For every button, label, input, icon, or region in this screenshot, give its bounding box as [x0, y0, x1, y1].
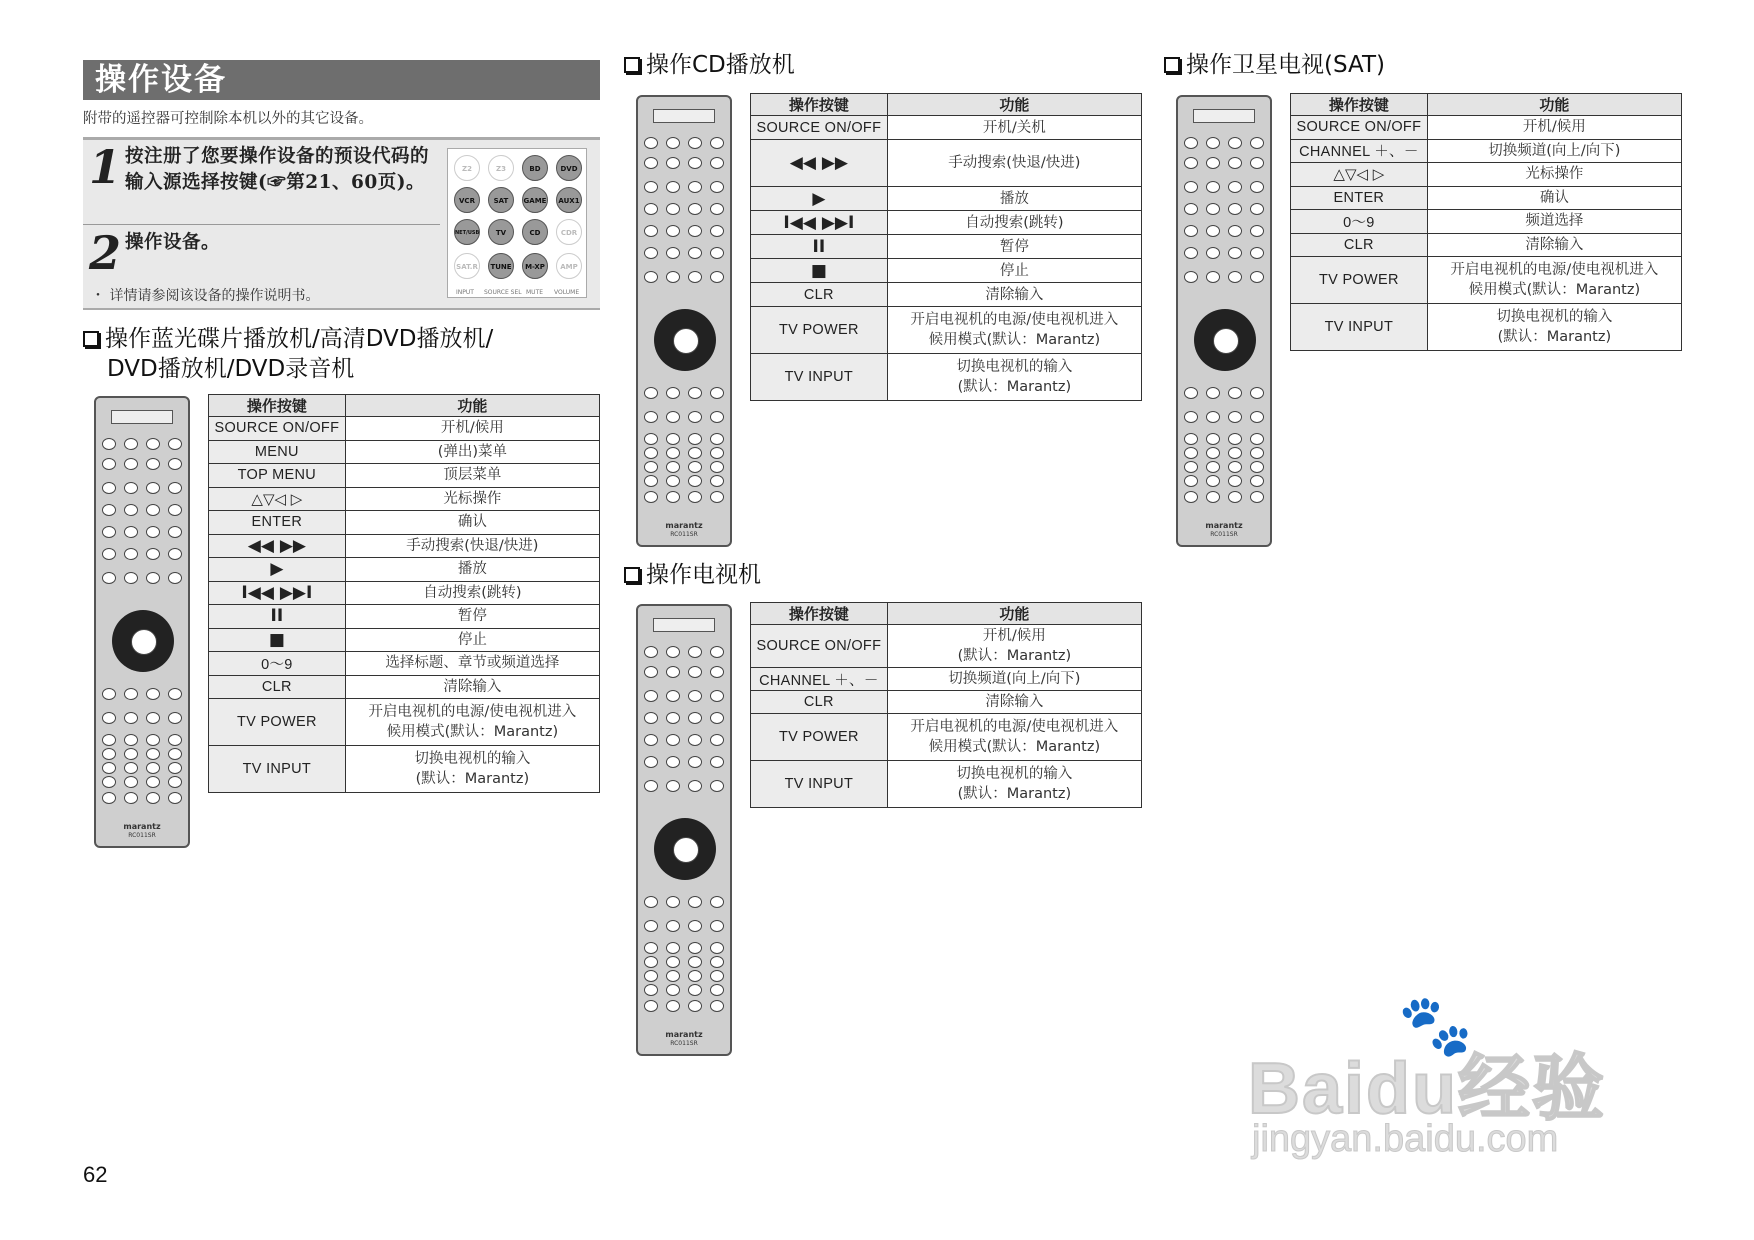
keypad-button: NET/USB	[454, 219, 480, 245]
sat-function-table	[1290, 93, 1682, 351]
keypad-button: Z2	[454, 155, 480, 181]
remote-dpad	[654, 818, 716, 880]
remote-brand: marantz	[123, 822, 161, 831]
remote-display	[653, 618, 715, 632]
table-row: ■ 停止	[751, 259, 1142, 283]
keypad-button: GAME	[522, 187, 548, 213]
table-row: I◀◀ ▶▶I 自动搜索(跳转)	[751, 211, 1142, 235]
keypad-button: SAT	[488, 187, 514, 213]
step-divider	[83, 224, 440, 225]
keypad-label: MUTE	[526, 289, 544, 296]
table-row: ◀◀ ▶▶ 手动搜索(快退/快进)	[209, 534, 600, 558]
table-row: 0～9 选择标题、章节或频道选择	[209, 652, 600, 676]
step-1-number: 1	[89, 140, 122, 194]
keypad-button: VCR	[454, 187, 480, 213]
keypad-label: INPUT	[456, 289, 474, 296]
table-row: SOURCE ON/OFF 开机/候用	[209, 417, 600, 441]
keypad-button: CDR	[556, 219, 582, 245]
keypad-button: CD	[522, 219, 548, 245]
steps-panel	[83, 137, 600, 310]
page-number: 62	[83, 1162, 108, 1187]
table-row: 0～9 频道选择	[1291, 210, 1682, 234]
table-row: CHANNEL ＋、－ 切换频道(向上/向下)	[1291, 139, 1682, 163]
column-header-function: 功能	[345, 395, 599, 417]
remote-model: RC011SR	[670, 1040, 698, 1047]
remote-dpad	[654, 309, 716, 371]
column-header-function: 功能	[887, 603, 1141, 625]
keypad-label: SOURCE SEL	[484, 289, 522, 296]
section-checkbox-icon	[83, 331, 99, 347]
section-title-sat: 操作卫星电视(SAT)	[1164, 50, 1385, 80]
section-title-tv: 操作电视机	[624, 560, 761, 590]
section-title-bd-line2: DVD播放机/DVD录音机	[107, 356, 355, 382]
step-2-number: 2	[89, 226, 122, 280]
column-header-key: 操作按键	[209, 395, 346, 417]
table-row: SOURCE ON/OFF 开机/关机	[751, 116, 1142, 140]
keypad-label: VOLUME	[554, 289, 580, 296]
table-row: TV INPUT 切换电视机的输入 (默认：Marantz)	[751, 761, 1142, 808]
remote-brand: marantz	[665, 521, 703, 530]
table-row: II 暂停	[209, 605, 600, 629]
table-row: ◀◀ ▶▶ 手动搜索(快退/快进)	[751, 140, 1142, 187]
keypad-button: TUNE	[488, 253, 514, 279]
table-row: ▶ 播放	[751, 187, 1142, 211]
column-header-function: 功能	[1427, 94, 1681, 116]
watermark-brand: Baidu经验	[1248, 1049, 1607, 1129]
section-checkbox-icon	[1164, 57, 1180, 73]
step-2-text: 操作设备。	[125, 232, 221, 253]
keypad-button: DVD	[556, 155, 582, 181]
remote-display	[1193, 109, 1255, 123]
section-checkbox-icon	[624, 567, 640, 583]
remote-control-illustration	[636, 604, 732, 1056]
baidu-watermark	[1248, 990, 1668, 1170]
table-row: TV POWER 开启电视机的电源/使电视机进入 候用模式(默认：Marantz)	[751, 714, 1142, 761]
tv-function-table	[750, 602, 1142, 808]
step-note: ・ 详情请参阅该设备的操作说明书。	[91, 288, 320, 304]
table-row: I◀◀ ▶▶I 自动搜索(跳转)	[209, 581, 600, 605]
remote-display	[653, 109, 715, 123]
table-row: △▽◁ ▷ 光标操作	[209, 487, 600, 511]
input-keypad-illustration	[447, 148, 587, 298]
table-row: TV INPUT 切换电视机的输入 (默认：Marantz)	[751, 354, 1142, 401]
section-checkbox-icon	[624, 57, 640, 73]
column-header-function: 功能	[887, 94, 1141, 116]
remote-brand: marantz	[665, 1030, 703, 1039]
remote-model: RC011SR	[670, 531, 698, 538]
keypad-button: Z3	[488, 155, 514, 181]
table-row: CLR 清除输入	[1291, 233, 1682, 257]
table-row: TV POWER 开启电视机的电源/使电视机进入 候用模式(默认：Marantz)	[1291, 257, 1682, 304]
section-title-cd: 操作CD播放机	[624, 50, 795, 80]
keypad-button: BD	[522, 155, 548, 181]
keypad-button: TV	[488, 219, 514, 245]
table-row: CLR 清除输入	[751, 283, 1142, 307]
table-row: CLR 清除输入	[209, 675, 600, 699]
table-row: CLR 清除输入	[751, 691, 1142, 714]
remote-brand: marantz	[1205, 521, 1243, 530]
table-row: MENU (弹出)菜单	[209, 440, 600, 464]
table-row: ENTER 确认	[209, 511, 600, 535]
remote-display	[111, 410, 173, 424]
table-row: ENTER 确认	[1291, 186, 1682, 210]
keypad-button: SAT.R	[454, 253, 480, 279]
column-header-key: 操作按键	[1291, 94, 1428, 116]
remote-dpad	[1194, 309, 1256, 371]
step-1-text: 按注册了您要操作设备的预设代码的输入源选择按键(☞第21、60页)。	[125, 146, 430, 193]
table-row: TV POWER 开启电视机的电源/使电视机进入 候用模式(默认：Marantz)	[209, 699, 600, 746]
table-row: TOP MENU 顶层菜单	[209, 464, 600, 488]
bd-function-table	[208, 394, 600, 793]
cd-function-table	[750, 93, 1142, 401]
table-row: CHANNEL ＋、－ 切换频道(向上/向下)	[751, 668, 1142, 691]
remote-control-illustration	[1176, 95, 1272, 547]
remote-dpad	[112, 610, 174, 672]
page-title: 操作设备	[83, 60, 600, 100]
table-row: SOURCE ON/OFF 开机/候用 (默认：Marantz)	[751, 625, 1142, 668]
remote-model: RC011SR	[128, 832, 156, 839]
remote-model: RC011SR	[1210, 531, 1238, 538]
table-row: ▶ 播放	[209, 558, 600, 582]
table-row: △▽◁ ▷ 光标操作	[1291, 163, 1682, 187]
table-row: ■ 停止	[209, 628, 600, 652]
page-subtitle: 附带的遥控器可控制除本机以外的其它设备。	[83, 111, 373, 127]
keypad-button: M-XP	[522, 253, 548, 279]
paw-logo-icon: 🐾	[1398, 991, 1473, 1061]
column-header-key: 操作按键	[751, 94, 888, 116]
keypad-button: AMP	[556, 253, 582, 279]
remote-control-illustration	[636, 95, 732, 547]
table-row: SOURCE ON/OFF 开机/候用	[1291, 116, 1682, 140]
table-row: TV INPUT 切换电视机的输入 (默认：Marantz)	[209, 746, 600, 793]
remote-control-illustration	[94, 396, 190, 848]
watermark-url: jingyan.baidu.com	[1252, 1118, 1559, 1160]
table-row: TV POWER 开启电视机的电源/使电视机进入 候用模式(默认：Marantz)	[751, 307, 1142, 354]
table-row: TV INPUT 切换电视机的输入 (默认：Marantz)	[1291, 304, 1682, 351]
keypad-button: AUX1	[556, 187, 582, 213]
section-title-bd: 操作蓝光碟片播放机/高清DVD播放机/	[83, 324, 493, 354]
column-header-key: 操作按键	[751, 603, 888, 625]
table-row: II 暂停	[751, 235, 1142, 259]
